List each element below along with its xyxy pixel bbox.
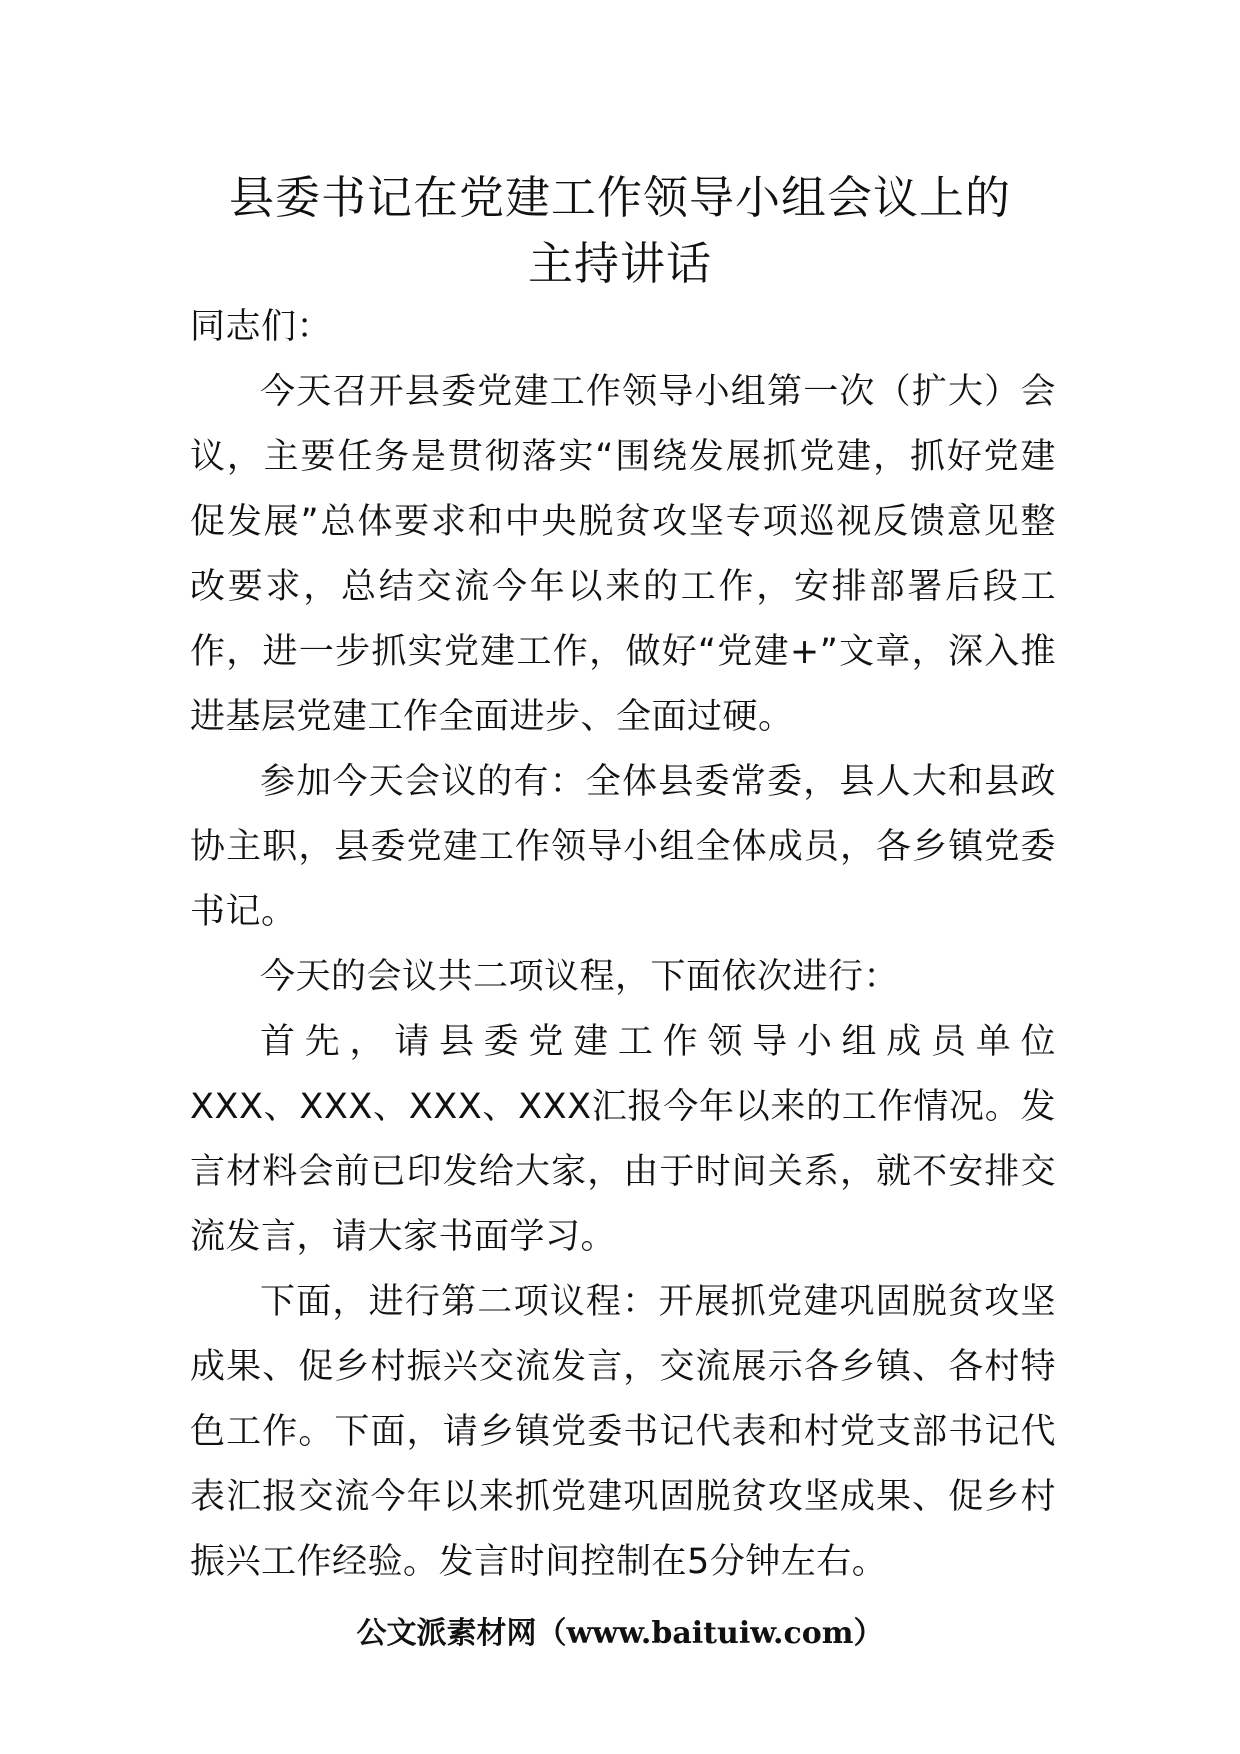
paragraph-attendees: 参加今天会议的有：全体县委常委，县人大和县政协主职，县委党建工作领导小组全体成员，各乡镇党委书记。 bbox=[190, 762, 1056, 932]
paragraph-agenda-intro: 今天的会议共二项议程，下面依次进行： bbox=[260, 957, 900, 997]
salutation: 同志们： bbox=[190, 307, 333, 347]
paragraph-second-item: 下面，进行第二项议程：开展抓党建巩固脱贫攻坚成果、促乡村振兴交流发言，交流展示各乡镇、各村特色工作。下面，请乡镇党委书记代表和村党支部书记代表汇报交流今年以来抓党建巩固脱贫攻坚成果、促乡村振兴工作经验。发言时间控制在5分钟左右。 bbox=[190, 1282, 1056, 1582]
paragraph-meeting-purpose: 今天召开县委党建工作领导小组第一次（扩大）会议，主要任务是贯彻落实“围绕发展抓党建，抓好党建促发展”总体要求和中央脱贫攻坚专项巡视反馈意见整改要求，总结交流今年以来的工作，安排部署后段工作，进一步抓实党建工作，做好“党建+”文章，深入推进基层党建工作全面进步、全面过硬。 bbox=[190, 372, 1056, 737]
document-title-line-1: 县委书记在党建工作领导小组会议上的 bbox=[228, 171, 1011, 224]
paragraph-first-item-rest: XXX、XXX、XXX、XXX汇报今年以来的工作情况。发言材料会前已印发给大家，由于时间关系，就不安排交流发言，请大家书面学习。 bbox=[190, 1087, 1056, 1257]
footer-watermark-text: 公文派素材网（www.baituiw.com） bbox=[356, 1616, 884, 1651]
document-body bbox=[190, 295, 1056, 1595]
document-title-line-2: 主持讲话 bbox=[527, 237, 712, 290]
paragraph-first-item-line: 首先，请县委党建工作领导小组成员单位 bbox=[260, 1022, 1056, 1062]
